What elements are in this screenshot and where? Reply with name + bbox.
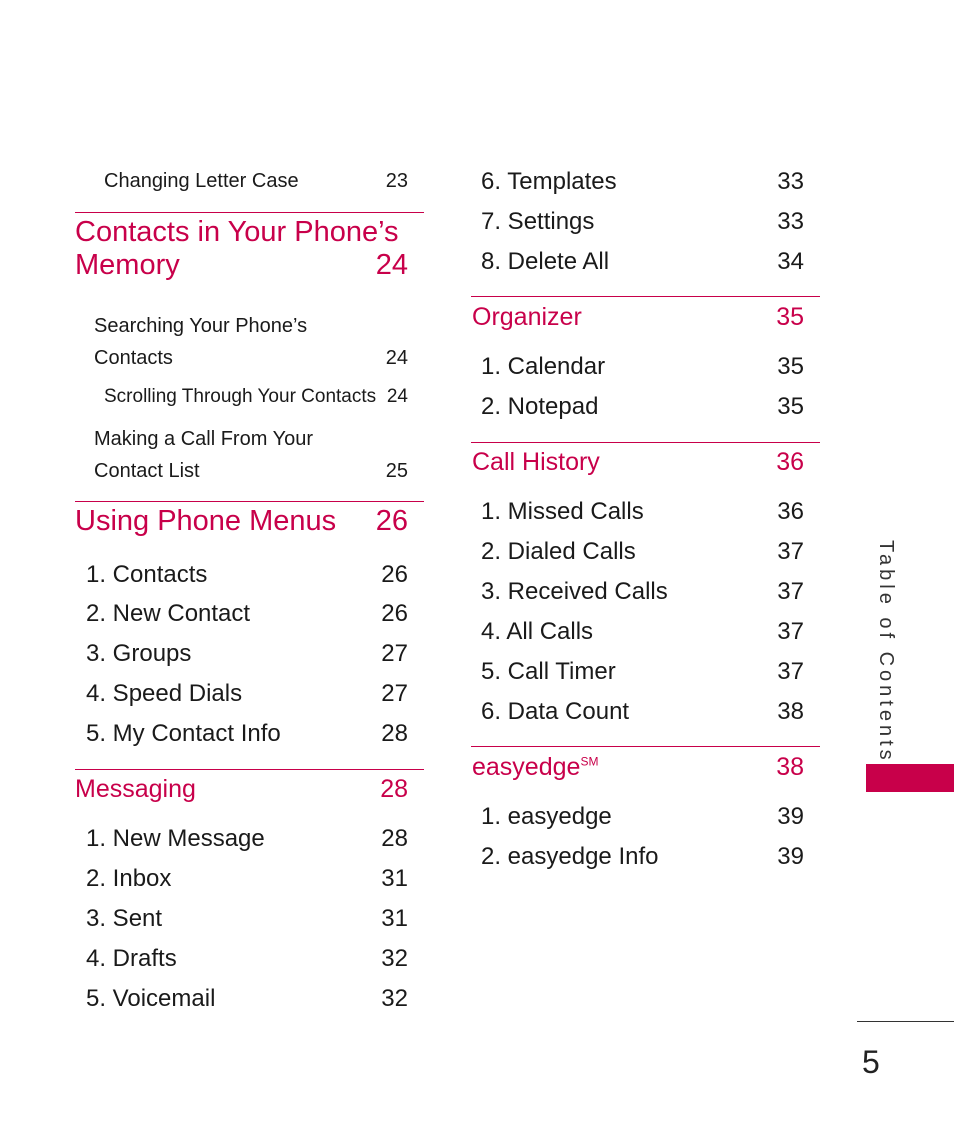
section-title: Organizer — [472, 303, 582, 331]
toc-item[interactable] — [481, 538, 804, 566]
section-title-line2: Memory — [75, 249, 180, 281]
item-page: 28 — [381, 720, 408, 747]
item-label: 1. Missed Calls — [481, 498, 644, 525]
toc-item[interactable] — [86, 600, 408, 628]
page-number-rule — [857, 1021, 954, 1022]
side-tab-marker — [866, 764, 954, 792]
toc-item[interactable] — [481, 208, 804, 236]
item-page: 28 — [381, 825, 408, 852]
service-mark: SM — [580, 754, 599, 769]
toc-item[interactable] — [481, 618, 804, 646]
section-divider — [471, 296, 820, 297]
toc-item[interactable] — [86, 720, 408, 748]
entry-page: 23 — [385, 170, 408, 192]
toc-item[interactable] — [86, 865, 408, 893]
item-label: 2. Dialed Calls — [481, 538, 636, 565]
toc-entry-changing-letter-case[interactable] — [104, 170, 408, 193]
item-page: 27 — [381, 680, 408, 707]
page-number: 5 — [862, 1044, 880, 1080]
entry-page: 25 — [385, 460, 408, 482]
item-label: 1. Calendar — [481, 353, 606, 380]
item-label: 1. Contacts — [86, 561, 208, 588]
toc-item[interactable] — [86, 825, 408, 853]
toc-item[interactable] — [481, 498, 804, 526]
toc-item[interactable] — [481, 803, 804, 831]
section-title-text: easyedge — [472, 753, 581, 781]
section-divider — [471, 746, 820, 747]
section-divider — [75, 501, 424, 502]
item-label: 3. Received Calls — [481, 578, 668, 605]
toc-entry-searching-contacts[interactable] — [94, 310, 408, 374]
side-section-label: Table of Contents — [875, 540, 897, 764]
section-page: 38 — [776, 753, 804, 781]
section-page: 35 — [776, 303, 804, 331]
entry-label-line1: Searching Your Phone’s — [94, 315, 308, 337]
toc-item[interactable] — [86, 985, 408, 1013]
toc-section-easyedge[interactable] — [472, 753, 804, 782]
item-label: 7. Settings — [481, 208, 595, 235]
item-page: 33 — [777, 168, 804, 195]
toc-item[interactable] — [481, 168, 804, 196]
toc-section-organizer[interactable] — [472, 303, 804, 332]
toc-entry-scrolling-contacts[interactable] — [104, 386, 408, 408]
item-page: 35 — [777, 393, 804, 420]
item-label: 1. New Message — [86, 825, 265, 852]
toc-item[interactable] — [86, 680, 408, 708]
item-label: 3. Groups — [86, 640, 192, 667]
item-page: 26 — [381, 600, 408, 627]
entry-label-line2: Contacts — [94, 347, 173, 369]
item-page: 37 — [777, 658, 804, 685]
section-divider — [75, 769, 424, 770]
item-label: 5. Voicemail — [86, 985, 216, 1012]
item-label: 4. All Calls — [481, 618, 594, 645]
toc-entry-making-call[interactable] — [94, 423, 408, 487]
toc-item[interactable] — [481, 658, 804, 686]
toc-item[interactable] — [481, 248, 804, 276]
item-label: 8. Delete All — [481, 248, 610, 275]
item-label: 2. Inbox — [86, 865, 172, 892]
item-page: 35 — [777, 353, 804, 380]
item-page: 32 — [381, 945, 408, 972]
section-title: Call History — [472, 448, 600, 476]
section-divider — [471, 442, 820, 443]
section-title: Messaging — [75, 775, 196, 803]
toc-item[interactable] — [86, 945, 408, 973]
item-page: 34 — [777, 248, 804, 275]
toc-section-using-phone-menus[interactable] — [75, 505, 408, 538]
item-label: 3. Sent — [86, 905, 163, 932]
section-divider — [75, 212, 424, 213]
item-page: 36 — [777, 498, 804, 525]
toc-section-call-history[interactable] — [472, 448, 804, 477]
item-page: 32 — [381, 985, 408, 1012]
toc-item[interactable] — [481, 578, 804, 606]
item-page: 26 — [381, 561, 408, 588]
entry-page: 24 — [386, 386, 408, 407]
item-label: 5. Call Timer — [481, 658, 616, 685]
item-label: 6. Data Count — [481, 698, 630, 725]
toc-item[interactable] — [481, 353, 804, 381]
entry-label: Changing Letter Case — [104, 170, 299, 192]
toc-item[interactable] — [481, 698, 804, 726]
item-label: 4. Drafts — [86, 945, 177, 972]
item-page: 37 — [777, 618, 804, 645]
entry-page: 24 — [385, 347, 408, 369]
toc-item[interactable] — [481, 393, 804, 421]
item-label: 1. easyedge — [481, 803, 612, 830]
item-page: 39 — [777, 843, 804, 870]
section-title: Using Phone Menus — [75, 505, 337, 537]
entry-label-line2: Contact List — [94, 460, 200, 482]
item-page: 33 — [777, 208, 804, 235]
toc-item[interactable] — [86, 561, 408, 589]
section-page: 36 — [776, 448, 804, 476]
item-page: 37 — [777, 578, 804, 605]
entry-label-line1: Making a Call From Your — [94, 428, 313, 450]
item-page: 38 — [777, 698, 804, 725]
section-title — [472, 753, 598, 782]
item-page: 39 — [777, 803, 804, 830]
section-title-line1: Contacts in Your Phone’s — [75, 216, 399, 248]
item-page: 37 — [777, 538, 804, 565]
toc-item[interactable] — [86, 905, 408, 933]
toc-item[interactable] — [481, 843, 804, 871]
toc-item[interactable] — [86, 640, 408, 668]
toc-section-messaging[interactable] — [75, 775, 408, 804]
item-label: 4. Speed Dials — [86, 680, 243, 707]
item-label: 6. Templates — [481, 168, 617, 195]
section-page: 26 — [375, 505, 408, 537]
item-page: 31 — [381, 905, 408, 932]
item-page: 31 — [381, 865, 408, 892]
toc-section-contacts-memory[interactable] — [75, 216, 408, 282]
item-label: 5. My Contact Info — [86, 720, 281, 747]
section-page: 24 — [375, 249, 408, 281]
item-label: 2. easyedge Info — [481, 843, 659, 870]
entry-label: Scrolling Through Your Contacts — [104, 386, 377, 407]
item-page: 27 — [381, 640, 408, 667]
section-page: 28 — [380, 775, 408, 803]
item-label: 2. Notepad — [481, 393, 599, 420]
item-label: 2. New Contact — [86, 600, 251, 627]
